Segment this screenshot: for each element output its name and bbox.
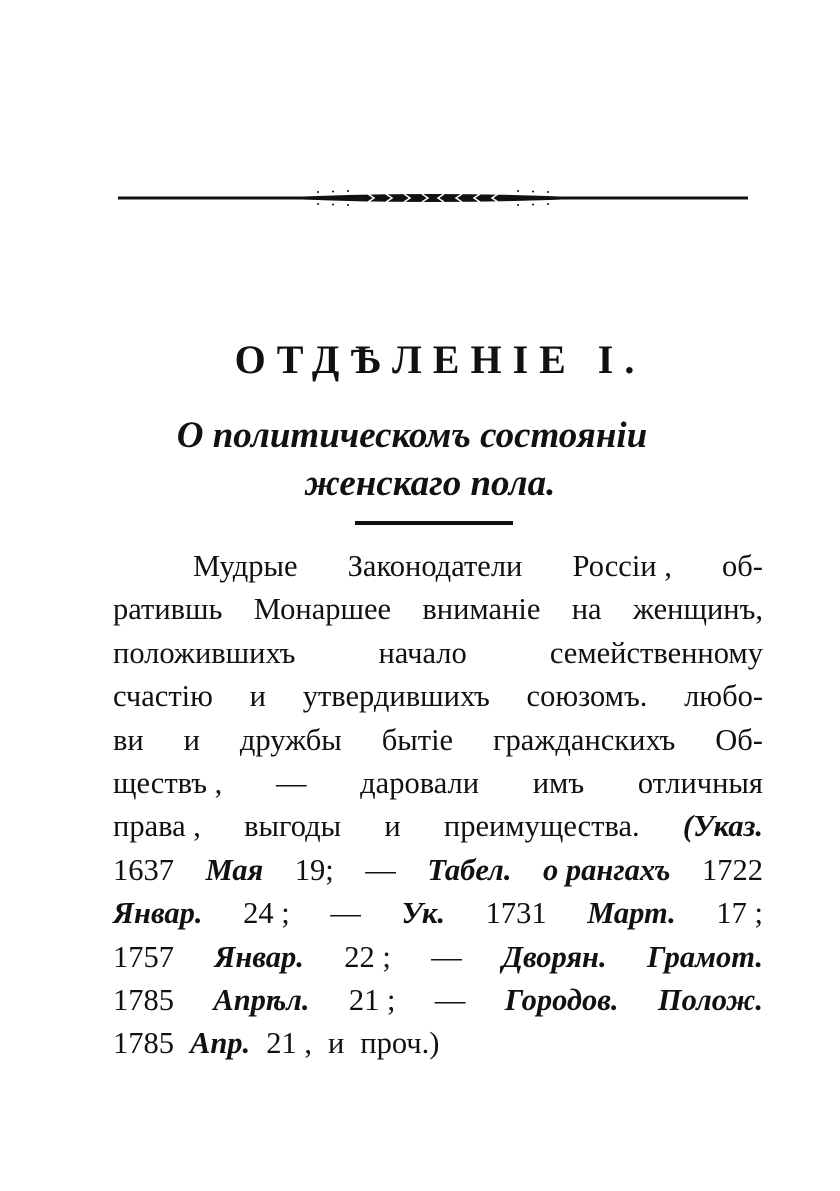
text-word: преимущества. (443, 809, 640, 844)
italic-citation-word: Январ. (214, 939, 304, 974)
text-word: — (275, 765, 307, 800)
italic-citation-word: Ук. (401, 896, 445, 931)
text-line (113, 762, 763, 805)
text-word: — (434, 982, 466, 1017)
text-word: счастію (113, 679, 213, 714)
italic-citation-word: Апр. (190, 1026, 251, 1061)
text-word: 1757 (113, 939, 174, 974)
text-line (113, 719, 763, 762)
subtitle-divider-rule (355, 521, 513, 525)
text-word: — (431, 939, 462, 974)
italic-citation-word: Март. (587, 896, 676, 931)
text-line (113, 632, 763, 675)
ornamental-header-rule (118, 188, 748, 208)
italic-citation-word: Январ. (113, 896, 203, 931)
text-word: Законодатели (347, 549, 523, 583)
text-line (113, 892, 763, 935)
italic-citation-word: Дворян. (502, 939, 607, 974)
italic-citation-word: Грамот. (647, 939, 763, 974)
text-word: имъ (532, 765, 585, 800)
text-word: Монаршее (253, 592, 392, 627)
text-word: ществъ , (113, 765, 223, 800)
text-word: и (183, 722, 200, 757)
text-word: Россіи , (572, 549, 672, 583)
text-word: семейственному (549, 635, 763, 670)
text-word: проч.) (360, 1026, 440, 1061)
section-subtitle-line-1: О политическомъ состояніи (176, 415, 648, 456)
text-word: вниманіе (422, 592, 541, 627)
text-word: об- (722, 549, 763, 583)
text-word: даровали (360, 765, 480, 800)
text-word: союзомъ. (526, 679, 648, 714)
italic-citation-word: Мая (205, 852, 264, 887)
text-line (113, 936, 763, 979)
text-line (113, 805, 763, 848)
text-word: женщинъ, (632, 592, 763, 627)
text-word: права , (113, 809, 201, 844)
italic-citation-word: (Указ. (682, 809, 763, 844)
text-word: Мудрые (193, 549, 298, 583)
text-line (113, 1022, 763, 1065)
text-word: 19; (294, 852, 334, 887)
text-line (113, 588, 763, 631)
text-word: гражданскихъ (493, 722, 676, 757)
text-word: 1637 (113, 852, 174, 887)
text-word: ви (113, 722, 144, 757)
text-line (113, 849, 763, 892)
italic-citation-word: Апрѣл. (213, 982, 310, 1017)
text-word: и (327, 1026, 345, 1061)
text-word: 1731 (485, 896, 547, 931)
text-word: на (571, 592, 602, 627)
text-line (113, 545, 763, 588)
text-word: 17 ; (716, 896, 763, 931)
text-word: и (384, 809, 401, 844)
text-word: — (330, 896, 361, 931)
text-word: начало (378, 635, 467, 670)
text-word: 21 , (266, 1026, 312, 1061)
text-word: отличныя (637, 765, 763, 800)
text-word: 21 ; (348, 982, 396, 1017)
text-word: бытіе (381, 722, 454, 757)
text-word: дружбы (239, 722, 342, 757)
text-word: и (249, 679, 266, 714)
text-word: ратившь (113, 592, 223, 627)
text-word: выгоды (244, 809, 342, 844)
text-word: утвердившихъ (302, 679, 490, 714)
text-line (113, 675, 763, 718)
section-subtitle-line-2: женскаго пола. (304, 463, 556, 504)
text-word: 1785 (113, 1026, 174, 1061)
italic-citation-word: Полож. (657, 982, 763, 1017)
italic-citation-word: о рангахъ (543, 852, 671, 887)
text-word: положившихъ (113, 635, 296, 670)
body-paragraph (113, 545, 763, 1066)
section-title: ОТДѢЛЕНІЕ I. (234, 337, 646, 382)
text-word: 24 ; (243, 896, 290, 931)
text-word: 1785 (113, 982, 174, 1017)
text-word: Об- (715, 722, 763, 757)
text-word: 1722 (701, 852, 763, 887)
italic-citation-word: Городов. (504, 982, 619, 1017)
text-word: 22 ; (344, 939, 391, 974)
text-word: — (365, 852, 396, 887)
text-word: любо- (684, 679, 763, 714)
text-line (113, 979, 763, 1022)
italic-citation-word: Табел. (427, 852, 512, 887)
